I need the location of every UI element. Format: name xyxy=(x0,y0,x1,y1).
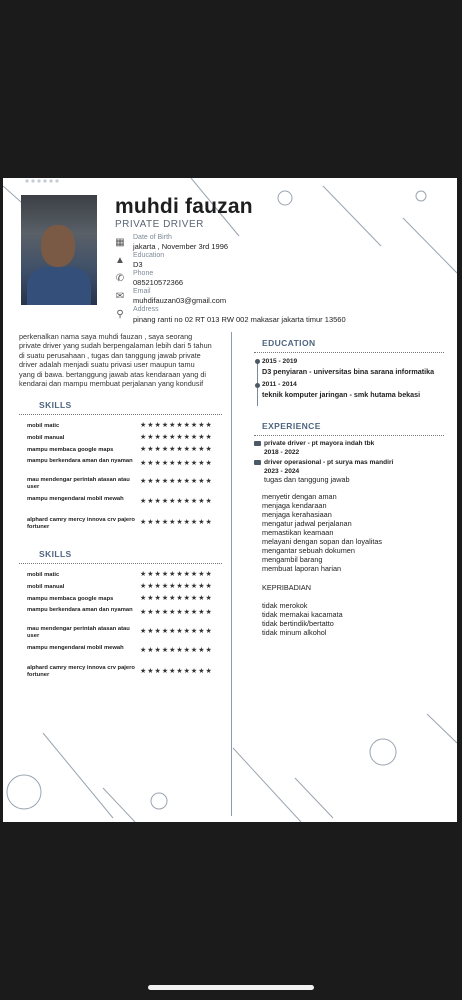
duty-item: mengantar sebuah dokumen xyxy=(262,546,355,555)
section-divider xyxy=(254,352,444,353)
dob-label: Date of Birth xyxy=(133,234,172,241)
timeline-dot xyxy=(255,383,260,388)
skill-rating: ★★★★★★★★★★ xyxy=(140,478,213,485)
education-period: 2011 - 2014 xyxy=(262,381,297,388)
skill-rating: ★★★★★★★★★★ xyxy=(140,595,213,602)
section-divider xyxy=(254,435,444,436)
calendar-icon: ▦ xyxy=(115,237,125,248)
section-divider xyxy=(19,563,222,564)
skill-name: alphard camry mercy innova crv pajero fortuner xyxy=(27,517,135,530)
email-value: muhdifauzan03@gmail.com xyxy=(133,296,227,305)
skill-name: mobil manual xyxy=(27,584,65,590)
skill-rating: ★★★★★★★★★★ xyxy=(140,628,213,635)
skill-name: mampu berkendara aman dan nyaman xyxy=(27,607,133,613)
duty-item: menyetir dengan aman xyxy=(262,492,337,501)
cv-page xyxy=(3,178,457,822)
about-line: kendarai dan mampu membuat perjalanan yang kondusif xyxy=(19,379,204,389)
skill-name: mampu membaca google maps xyxy=(27,596,114,602)
duty-item: melayani dengan sopan dan loyalitas xyxy=(262,537,383,546)
personality-item: tidak merokok xyxy=(262,601,308,610)
duty-item: membuat laporan harian xyxy=(262,564,342,573)
skill-rating: ★★★★★★★★★★ xyxy=(140,434,213,441)
personality-item: tidak memakai kacamata xyxy=(262,610,343,619)
briefcase-icon xyxy=(254,460,261,465)
personality-item: tidak bertindik/bertatto xyxy=(262,619,334,628)
personality-item: tidak minum alkohol xyxy=(262,628,327,637)
duty-item: menjaga kendaraan xyxy=(262,501,327,510)
experience-heading: EXPERIENCE xyxy=(262,421,321,431)
skill-rating: ★★★★★★★★★★ xyxy=(140,498,213,505)
personality-heading: KEPRIBADIAN xyxy=(262,583,312,592)
education-period: 2015 - 2019 xyxy=(262,358,298,365)
skill-rating: ★★★★★★★★★★ xyxy=(140,647,213,654)
phone-value: 085210572366 xyxy=(133,278,184,287)
photo-body xyxy=(27,267,91,305)
job-period: 2023 - 2024 xyxy=(264,468,300,475)
about-line: di suatu perusahaan , tugas dan tanggung jawab private xyxy=(19,350,201,360)
skill-name: mampu berkendara aman dan nyaman xyxy=(27,458,133,464)
skill-name: mobil manual xyxy=(27,435,65,441)
skill-name: mobil matic xyxy=(27,423,60,429)
phone-label: Phone xyxy=(133,270,154,277)
duties-heading: tugas dan tanggung jawab xyxy=(264,475,350,484)
skill-rating: ★★★★★★★★★★ xyxy=(140,583,213,590)
email-icon: ✉ xyxy=(115,291,125,302)
about-paragraph xyxy=(19,332,224,388)
skill-name: mobil matic xyxy=(27,572,60,578)
address-value: pinang ranti no 02 RT 013 RW 002 makasar jakarta timur 13560 xyxy=(133,315,346,324)
about-line: private driver yang sudah berpengalaman lebih dari 5 tahun xyxy=(19,341,212,351)
job-period: 2018 - 2022 xyxy=(264,449,300,456)
about-line: perkenalkan nama saya muhdi fauzan , saya seorang xyxy=(19,332,193,341)
skill-name: alphard camry mercy innova crv pajero fortuner xyxy=(27,665,135,678)
duty-item: mengatur jadwal perjalanan xyxy=(262,519,352,528)
graduation-cap-icon: ▲ xyxy=(115,255,125,266)
education-label: Education xyxy=(133,252,165,259)
home-indicator[interactable] xyxy=(148,985,314,990)
about-line: yang di bawa. bertanggung jawab atas kendaraan yang di xyxy=(19,369,207,379)
education-heading: EDUCATION xyxy=(262,338,316,348)
skill-rating: ★★★★★★★★★★ xyxy=(140,446,213,453)
skill-rating: ★★★★★★★★★★ xyxy=(140,422,213,429)
skill-rating: ★★★★★★★★★★ xyxy=(140,609,213,616)
job-title: PRIVATE DRIVER xyxy=(115,219,204,230)
education-desc: D3 penyiaran - universitas bina sarana informatika xyxy=(262,367,435,376)
skill-rating: ★★★★★★★★★★ xyxy=(140,668,213,675)
address-label: Address xyxy=(133,306,159,313)
briefcase-icon xyxy=(254,441,261,446)
skill-rating: ★★★★★★★★★★ xyxy=(140,460,213,467)
skill-name: mampu mengendarai mobil mewah xyxy=(27,645,124,651)
skill-name: mampu mengendarai mobil mewah xyxy=(27,496,124,502)
job-position: private driver - pt mayora indah tbk xyxy=(264,440,375,447)
education-desc: teknik komputer jaringan - smk hutama bekasi xyxy=(262,390,421,399)
email-label: Email xyxy=(133,288,151,295)
dob-value: jakarta , November 3rd 1996 xyxy=(133,242,229,251)
skill-name: mau mendengar perintah atasan atau user xyxy=(27,626,130,639)
column-divider xyxy=(231,332,232,816)
skill-rating: ★★★★★★★★★★ xyxy=(140,571,213,578)
skills-heading: SKILLS xyxy=(39,400,72,410)
education-value: D3 xyxy=(133,260,143,269)
duty-item: memastikan keamaan xyxy=(262,528,334,537)
about-line: driver adalah menjadi suatu privasi user maupun tamu xyxy=(19,360,195,370)
job-position: driver operasional - pt surya mas mandiri xyxy=(264,459,394,466)
profile-photo xyxy=(21,195,97,305)
person-name: muhdi fauzan xyxy=(115,195,253,218)
skill-name: mau mendengar perintah atasan atau user xyxy=(27,477,130,490)
skill-name: mampu membaca google maps xyxy=(27,447,114,453)
timeline-dot xyxy=(255,359,260,364)
phone-icon: ✆ xyxy=(115,273,125,284)
photo-face xyxy=(41,225,75,267)
skills-heading: SKILLS xyxy=(39,549,72,559)
location-pin-icon: ⚲ xyxy=(116,309,124,320)
duty-item: mengambil barang xyxy=(262,555,323,564)
section-divider xyxy=(19,414,222,415)
duty-item: menjaga kerahasiaan xyxy=(262,510,332,519)
skill-rating: ★★★★★★★★★★ xyxy=(140,519,213,526)
